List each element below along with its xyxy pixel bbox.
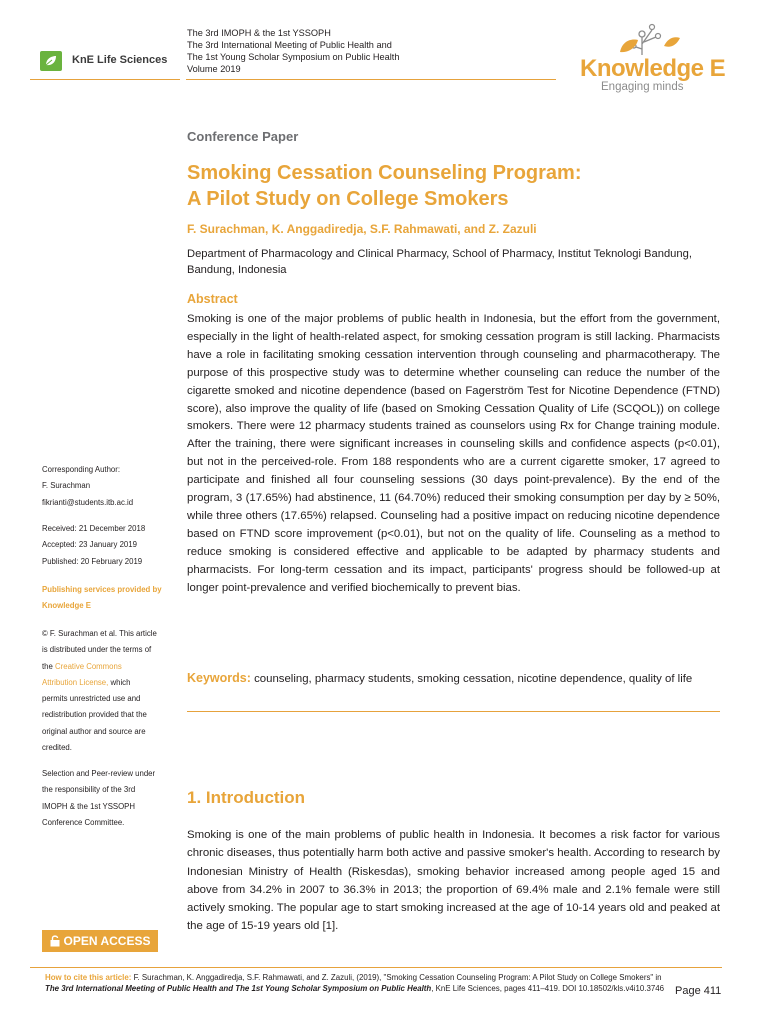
journal-name: KnE Life Sciences	[72, 54, 168, 66]
published-date: Published: 20 February 2019	[42, 556, 143, 566]
selection-line: the responsibility of the 3rd	[42, 785, 136, 795]
accepted-date: Accepted: 23 January 2019	[42, 540, 137, 550]
cite-text: F. Surachman, K. Anggadiredja, S.F. Rahmawati, and Z. Zazuli, (2019), "Smoking Cessation Counseling Program: A Pilot Study on College Smokers" in	[131, 973, 662, 982]
introduction-heading: 1. Introduction	[187, 788, 306, 807]
keywords-rule	[187, 711, 720, 712]
license-note	[42, 626, 182, 756]
license-text: the	[42, 661, 56, 671]
conference-line: The 3rd International Meeting of Public Health and	[187, 40, 392, 50]
pub-services-line: Publishing services provided by	[42, 585, 162, 594]
license-line: is distributed under the terms of	[42, 645, 152, 655]
paper-type: Conference Paper	[187, 129, 299, 144]
citation	[45, 972, 665, 995]
conference-line: Volume 2019	[187, 64, 241, 74]
keywords	[187, 669, 720, 688]
publisher-logo-text: Knowledge E	[580, 55, 726, 82]
conference-line: The 1st Young Scholar Symposium on Public Health	[187, 52, 400, 62]
license-text: which	[108, 677, 131, 687]
keywords-list: counseling, pharmacy students, smoking cessation, nicotine dependence, quality of life	[254, 673, 693, 685]
publishing-services	[42, 582, 182, 615]
cite-text-end: , KnE Life Sciences, pages 411–419. DOI 10.18502/kls.v4i10.3746	[431, 984, 665, 994]
license-line: permits unrestricted use and	[42, 694, 141, 704]
license-line: redistribution provided that the	[42, 710, 147, 720]
footer-rule	[30, 967, 722, 968]
license-line	[42, 675, 182, 691]
authors: F. Surachman, K. Anggadiredja, S.F. Rahmawati, and Z. Zazuli	[187, 222, 537, 236]
header-rule-right	[186, 79, 556, 80]
license-line: © F. Surachman et al. This article	[42, 629, 157, 638]
introduction-text: Smoking is one of the main problems of public health in Indonesia. It becomes a risk factor for various chronic diseases, thus potentially harm both active and passive smoker's health. According to research by Indonesian Ministry of Health (Riskesdas), smoking behavior increased among people aged 15 and above from 34.2% in 2007 to 36.3% in 2013; the proportion of 69.4% male and 2.1% female were still actively smoking. The popular age to start smoking increased at the age of 10-14 years old and peaked at the age of 15-19 years old [1].	[187, 829, 720, 933]
pub-services-line: Knowledge E	[42, 601, 91, 611]
article-dates	[42, 521, 182, 570]
affiliation: Department of Pharmacology and Clinical Pharmacy, School of Pharmacy, Institut Teknologi Bandung, Bandung, Indonesia	[187, 248, 692, 276]
corr-name: F. Surachman	[42, 481, 91, 491]
kne-logo-badge	[40, 51, 62, 71]
open-access-badge	[42, 930, 158, 952]
conference-line: The 3rd IMOPH & the 1st YSSOPH	[187, 28, 331, 38]
received-date: Received: 21 December 2018	[42, 524, 146, 533]
publisher-tagline: Engaging minds	[601, 81, 684, 93]
corr-label: Corresponding Author:	[42, 465, 121, 474]
open-lock-icon	[50, 935, 60, 947]
selection-line: IMOPH & the 1st YSSOPH	[42, 801, 136, 811]
selection-line: Conference Committee.	[42, 817, 125, 827]
leaf-icon	[40, 51, 62, 71]
selection-note	[42, 766, 182, 831]
keywords-label: Keywords:	[187, 671, 251, 685]
selection-line: Selection and Peer-review under	[42, 769, 156, 778]
license-line	[42, 659, 182, 675]
cite-label: How to cite this article:	[45, 973, 132, 982]
license-line: original author and source are	[42, 726, 146, 736]
cite-journal: The 3rd International Meeting of Public Health and The 1st Young Scholar Symposium on Public Health	[45, 984, 432, 994]
abstract-text: Smoking is one of the major problems of public health in Indonesia, but the effort from the government, especially in the light of health-related aspect, for smoking cessation program is still lacking. Pharmacists have a role in facilitating smoking cessation intervention through counseling and pharmacotherapy. The purpose of this prospective study was to determine whether counseling can reduce the number of the cigarette smoked and nicotine dependence (based on Fagerström Test for Nicotine Dependence (FTND) score), also improve the quality of life (based on Smoking Cessation Quality of Life (SCQOL)) on college smokers. There were 12 pharmacy students trained as counselors using Rx for Change training module. After the training, there were significant increases in counseling skills and confidence aspects (p<0.01), but not in the perceived-role. From 188 respondents who are a current cigarette smoker, 17 agreed to participate and finished all four counseling sessions (30 days point-prevalence). By the end of the program, 3 (17.65%) had abstinence, 11 (64.70%) reduced their smoking consumption per day by ≥ 50%, while three others (17.65%) relapsed. Counseling had a positive impact on reducing nicotine dependence based on FTND score improvement (p<0.01), but not on the quality of life. Counseling as a method to reduce smoking is considered effective and applicable to be adapted by pharmacy students and pharmacists. For long-term cessation and its impact, participants' progress should be followed-up at longer point-prevalence and verified biochemically to prevent bias.	[187, 313, 720, 594]
paper-title	[187, 160, 727, 212]
abstract-heading: Abstract	[187, 292, 238, 306]
page-number: Page 411	[675, 985, 722, 997]
corr-email[interactable]: fikrianti@students.itb.ac.id	[42, 497, 134, 507]
conference-info	[187, 27, 399, 75]
header-rule-left	[30, 79, 180, 80]
title-line: Smoking Cessation Counseling Program:	[187, 162, 582, 184]
license-line: credited.	[42, 743, 72, 753]
creative-commons-link[interactable]: Creative Commons	[55, 661, 122, 671]
open-access-label: OPEN ACCESS	[63, 934, 151, 948]
corresponding-author	[42, 462, 182, 511]
attribution-license-link[interactable]: Attribution License,	[42, 677, 109, 687]
title-line: A Pilot Study on College Smokers	[187, 188, 509, 210]
